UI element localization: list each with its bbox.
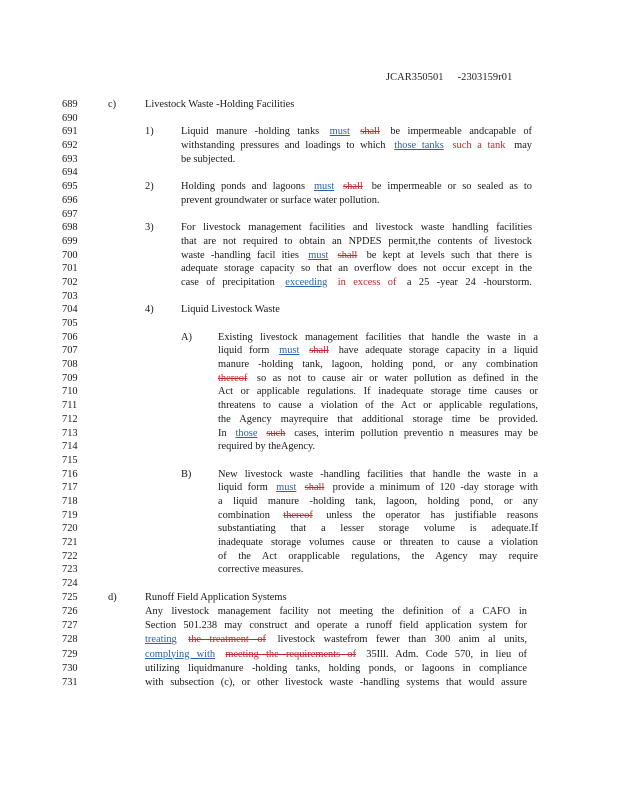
line-number: 699 bbox=[62, 235, 78, 247]
document-line bbox=[0, 303, 618, 317]
text-run: provide a minimum of 120 -day storage with bbox=[332, 482, 538, 494]
text-run: have adequate storage capacity in a liquid bbox=[338, 345, 538, 357]
document-line bbox=[0, 427, 618, 441]
text-run: be kept at levels such that there is bbox=[366, 249, 532, 261]
line-number: 693 bbox=[62, 153, 78, 165]
text-run: Any livestock management facility not meeting the definition of a CAFO in bbox=[145, 605, 527, 617]
text-run: utilizing liquidmanure -holding tanks, holding ponds, or lagoons in compliance bbox=[145, 662, 527, 674]
document-line bbox=[0, 153, 618, 167]
line-number: 725 bbox=[62, 591, 78, 603]
line-number: 710 bbox=[62, 386, 78, 398]
text-run: manure -holding tank, lagoon, holding pond, or any combination bbox=[218, 359, 538, 371]
document-line bbox=[0, 619, 618, 633]
line-number: 723 bbox=[62, 564, 78, 576]
document-line bbox=[0, 522, 618, 536]
document-line bbox=[0, 125, 618, 139]
line-text bbox=[218, 563, 303, 577]
line-text bbox=[218, 344, 538, 358]
text-run: In bbox=[218, 427, 227, 439]
line-text bbox=[218, 550, 538, 564]
line-number: 705 bbox=[62, 318, 78, 329]
line-text bbox=[181, 194, 380, 208]
text-run: inadequate storage volumes cause or threaten to cause a violation bbox=[218, 537, 538, 548]
line-text bbox=[181, 180, 532, 194]
text-run: with subsection (c), or other livestock waste -handling systems that would assure bbox=[145, 676, 527, 688]
section-label: B) bbox=[181, 468, 192, 480]
line-text bbox=[181, 262, 532, 276]
section-label: d) bbox=[108, 591, 117, 603]
text-run: liquid form bbox=[218, 345, 270, 357]
text-run: required by theAgency. bbox=[218, 441, 316, 453]
line-text bbox=[181, 303, 280, 317]
section-label: A) bbox=[181, 331, 192, 343]
line-text bbox=[218, 495, 538, 509]
document-line bbox=[0, 550, 618, 564]
text-run: New livestock waste -handling facilities that handle the waste in a bbox=[218, 468, 538, 480]
replaced-text: in excess of bbox=[337, 276, 397, 288]
inserted-text: must bbox=[279, 345, 300, 357]
line-number: 706 bbox=[62, 331, 78, 343]
line-number: 707 bbox=[62, 345, 78, 357]
section-label: 4) bbox=[145, 304, 154, 316]
line-text bbox=[181, 235, 532, 249]
document-line bbox=[0, 276, 618, 290]
text-run: Liquid Livestock Waste bbox=[181, 304, 280, 316]
document-line bbox=[0, 344, 618, 358]
document-line bbox=[0, 98, 618, 112]
document-line bbox=[0, 413, 618, 427]
document-line bbox=[0, 249, 618, 263]
line-number: 704 bbox=[62, 304, 78, 316]
document-line bbox=[0, 262, 618, 276]
inserted-text: those bbox=[235, 427, 258, 439]
line-text bbox=[181, 153, 235, 167]
line-number: 722 bbox=[62, 550, 78, 562]
line-text bbox=[181, 139, 532, 153]
line-number: 729 bbox=[62, 648, 78, 660]
line-text bbox=[218, 399, 538, 413]
inserted-text: must bbox=[329, 126, 350, 138]
line-text bbox=[218, 413, 538, 427]
document-header bbox=[386, 72, 512, 83]
deleted-text: the treatment of bbox=[188, 634, 266, 646]
line-number: 691 bbox=[62, 126, 78, 138]
document-line bbox=[0, 194, 618, 208]
line-number: 716 bbox=[62, 468, 78, 480]
document-line bbox=[0, 385, 618, 399]
document-line bbox=[0, 563, 618, 577]
line-number: 692 bbox=[62, 140, 78, 152]
section-label: c) bbox=[108, 99, 117, 110]
line-text bbox=[218, 468, 538, 482]
line-text bbox=[218, 358, 538, 372]
line-number: 709 bbox=[62, 372, 78, 384]
line-text bbox=[218, 331, 538, 345]
document-line bbox=[0, 481, 618, 495]
text-run: adequate storage capacity so that an overflow does not occur except in the bbox=[181, 263, 532, 275]
line-number: 711 bbox=[62, 400, 78, 412]
inserted-text: treating bbox=[145, 634, 177, 646]
line-text bbox=[218, 440, 315, 454]
line-text bbox=[218, 385, 538, 399]
deleted-text: shall bbox=[360, 126, 380, 138]
line-number: 697 bbox=[62, 208, 78, 220]
line-text bbox=[218, 372, 538, 386]
document-line bbox=[0, 317, 618, 331]
text-run: unless the operator has justifiable reasons bbox=[326, 509, 539, 521]
inserted-text: those tanks bbox=[394, 140, 444, 152]
line-text bbox=[145, 619, 527, 633]
document-body bbox=[0, 98, 618, 690]
document-line bbox=[0, 633, 618, 647]
line-number: 695 bbox=[62, 181, 78, 193]
text-run: case of precipitation bbox=[181, 276, 275, 288]
line-text bbox=[145, 633, 527, 647]
inserted-text: must bbox=[313, 181, 335, 193]
document-line bbox=[0, 290, 618, 304]
document-id: JCAR350501 bbox=[386, 72, 444, 83]
document-line bbox=[0, 605, 618, 619]
document-line bbox=[0, 208, 618, 222]
inserted-text: must bbox=[308, 249, 329, 261]
line-text bbox=[218, 509, 538, 523]
line-number: 720 bbox=[62, 523, 78, 535]
document-line bbox=[0, 662, 618, 676]
document-line bbox=[0, 591, 618, 605]
text-run: be impermeable andcapable of bbox=[390, 126, 532, 138]
document-line bbox=[0, 454, 618, 468]
section-label: 1) bbox=[145, 126, 154, 138]
line-text bbox=[218, 427, 538, 441]
line-text bbox=[218, 522, 538, 536]
line-number: 724 bbox=[62, 578, 78, 590]
document-line bbox=[0, 331, 618, 345]
line-text bbox=[181, 276, 532, 290]
line-text bbox=[181, 221, 532, 235]
section-heading: Livestock Waste -Holding Facilities bbox=[145, 99, 295, 110]
text-run: liquid form bbox=[218, 482, 268, 494]
text-run: of the Act orapplicable regulations, the Agency may require bbox=[218, 550, 538, 562]
line-text bbox=[145, 676, 527, 690]
line-number: 721 bbox=[62, 537, 78, 548]
document-revision: -2303159r01 bbox=[457, 72, 513, 83]
text-run: 35Ill. Adm. Code 570, in lieu of bbox=[366, 648, 528, 660]
line-number: 700 bbox=[62, 249, 78, 261]
text-run: Existing livestock management facilities that handle the waste in a bbox=[218, 331, 538, 343]
line-number: 702 bbox=[62, 276, 78, 288]
text-run: a liquid manure -holding tank, lagoon, holding pond, or any bbox=[218, 495, 538, 507]
text-run: Act or applicable regulations. If inadequate storage time causes or bbox=[218, 386, 538, 398]
line-text bbox=[181, 125, 532, 139]
inserted-text: complying with bbox=[145, 648, 216, 660]
text-run: be subjected. bbox=[181, 153, 236, 165]
document-line bbox=[0, 468, 618, 482]
text-run: Liquid manure -holding tanks bbox=[181, 126, 320, 138]
line-number: 701 bbox=[62, 263, 78, 275]
line-number: 690 bbox=[62, 112, 78, 124]
text-run: substantiating that a lesser storage volume is adequate.If bbox=[218, 523, 538, 535]
text-run: cases, interim pollution preventio n measures may be bbox=[294, 427, 538, 439]
line-number: 719 bbox=[62, 509, 78, 521]
text-run: For livestock management facilities and livestock waste handling facilities bbox=[181, 222, 532, 234]
document-line bbox=[0, 372, 618, 386]
text-run: a 25 -year 24 -hourstorm. bbox=[406, 276, 532, 288]
line-text bbox=[145, 605, 527, 619]
line-number: 718 bbox=[62, 495, 78, 507]
text-run: the Agency mayrequire that additional storage time be provided. bbox=[218, 413, 538, 425]
line-number: 708 bbox=[62, 359, 78, 371]
deleted-text: thereof bbox=[283, 509, 313, 521]
text-run: that are not required to obtain an NPDES permit,the contents of livestock bbox=[181, 235, 532, 247]
document-line bbox=[0, 648, 618, 662]
text-run: livestock wastefrom fewer than 300 anim al units, bbox=[277, 634, 527, 646]
line-number: 727 bbox=[62, 620, 78, 632]
deleted-text: shall bbox=[343, 181, 363, 193]
inserted-text: must bbox=[276, 482, 297, 494]
text-run: threatens to cause a violation of the Act or applicable regulations, bbox=[218, 400, 538, 412]
section-label: 3) bbox=[145, 222, 154, 234]
section-heading: Runoff Field Application Systems bbox=[145, 591, 287, 603]
line-text bbox=[218, 536, 538, 550]
line-number: 714 bbox=[62, 441, 78, 453]
text-run: may bbox=[514, 140, 532, 152]
deleted-text: shall bbox=[337, 249, 358, 261]
text-run: prevent groundwater or surface water pollution. bbox=[181, 194, 380, 206]
document-line bbox=[0, 112, 618, 126]
text-run: Section 501.238 may construct and operate a runoff field application system for bbox=[145, 620, 527, 632]
document-line bbox=[0, 235, 618, 249]
line-text bbox=[181, 249, 532, 263]
line-number: 713 bbox=[62, 427, 78, 439]
document-line bbox=[0, 180, 618, 194]
line-text bbox=[145, 662, 527, 676]
document-line bbox=[0, 536, 618, 550]
line-number: 717 bbox=[62, 482, 78, 494]
document-line bbox=[0, 440, 618, 454]
line-number: 698 bbox=[62, 222, 78, 234]
text-run: withstanding pressures and loadings to which bbox=[181, 140, 386, 152]
document-line bbox=[0, 676, 618, 690]
line-number: 726 bbox=[62, 605, 78, 617]
deleted-text: meeting the requirements of bbox=[225, 648, 357, 660]
deleted-text: shall bbox=[304, 482, 325, 494]
document-line bbox=[0, 577, 618, 591]
replaced-text: such a tank bbox=[452, 140, 506, 152]
text-run: waste -handling facil ities bbox=[181, 249, 299, 261]
line-number: 715 bbox=[62, 454, 78, 466]
text-run: be impermeable or so sealed as to bbox=[371, 181, 532, 193]
document-line bbox=[0, 509, 618, 523]
document-line bbox=[0, 399, 618, 413]
line-number: 728 bbox=[62, 634, 78, 646]
deleted-text: such bbox=[266, 427, 286, 439]
document-line bbox=[0, 495, 618, 509]
line-number: 696 bbox=[62, 194, 78, 206]
text-run: corrective measures. bbox=[218, 564, 304, 576]
section-label: 2) bbox=[145, 181, 154, 193]
document-line bbox=[0, 139, 618, 153]
text-run: Holding ponds and lagoons bbox=[181, 181, 306, 193]
deleted-text: shall bbox=[309, 345, 329, 357]
line-number: 731 bbox=[62, 676, 78, 688]
line-number: 712 bbox=[62, 413, 78, 425]
deleted-text: thereof bbox=[218, 372, 248, 384]
text-run: combination bbox=[218, 509, 270, 521]
line-number: 689 bbox=[62, 99, 78, 110]
line-number: 730 bbox=[62, 662, 78, 674]
document-line bbox=[0, 358, 618, 372]
inserted-text: exceeding bbox=[285, 276, 328, 288]
text-run: so as not to cause air or water pollution as defined in the bbox=[256, 372, 538, 384]
document-line bbox=[0, 166, 618, 180]
document-line bbox=[0, 221, 618, 235]
line-text bbox=[218, 481, 538, 495]
line-text bbox=[145, 648, 527, 662]
line-number: 694 bbox=[62, 167, 78, 179]
line-number: 703 bbox=[62, 290, 78, 302]
